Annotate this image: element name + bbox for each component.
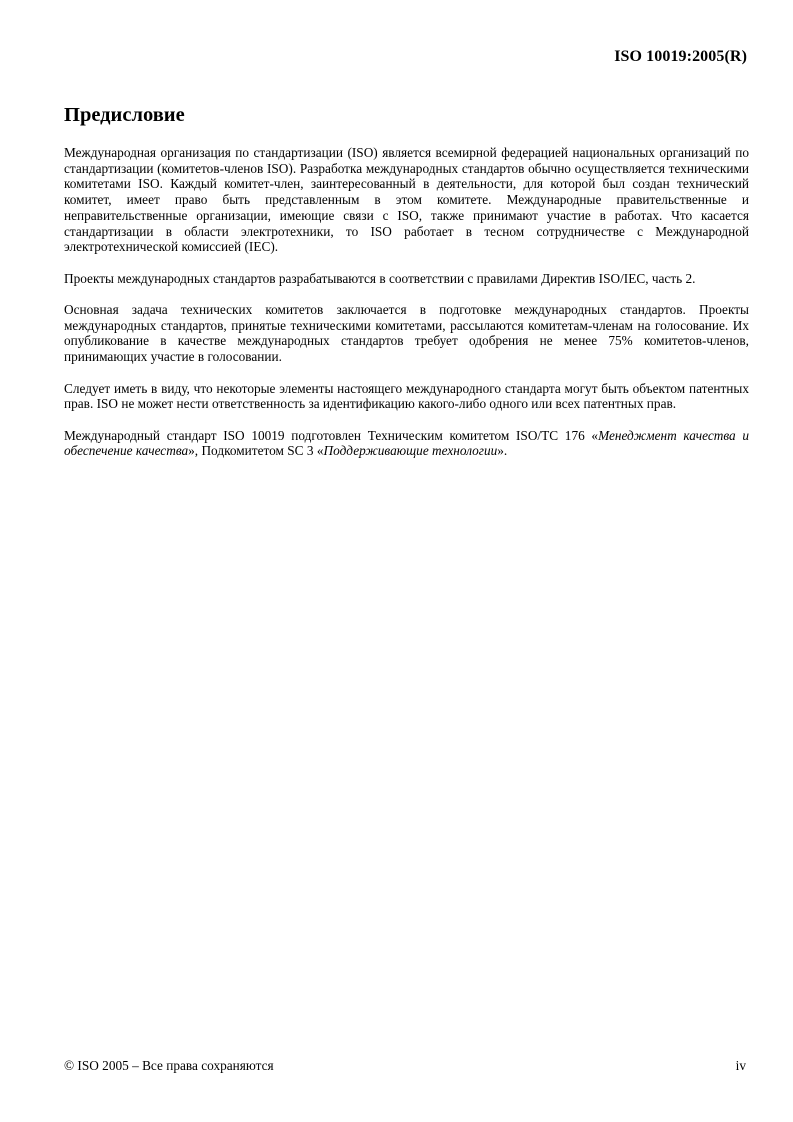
- page-title: Предисловие: [64, 104, 185, 126]
- prepared-by-text-3: ».: [497, 443, 508, 459]
- document-id: ISO 10019:2005(R): [614, 48, 747, 65]
- paragraph-directives: Проекты международных стандартов разрабатываются в соответствии с правилами Директив ISO/IEC, часть 2.: [64, 270, 696, 286]
- subcommittee-title: Поддерживающие технологии: [323, 443, 498, 459]
- paragraph-prepared-by: [64, 428, 749, 459]
- page-number: iv: [735, 1058, 746, 1073]
- paragraph-iso-organization: Международная организация по стандартизации (ISO) является всемирной федерацией национальных организаций по стандартизации (комитетов-членов ISO). Разработка международных стандартов обычно осуществляется техническими комитетами ISO. Каждый комитет-член, заинтересованный в деятельности, для которой был создан технический комитет, имеет право быть представленным в этом комитете. Международные правительственные и неправительственные организации, имеющие связи с ISO, также принимают участие в работах. Что касается стандартизации в области электротехники, то ISO работает в тесном сотрудничестве с Международной электротехнической комиссией (IEC).: [64, 145, 749, 255]
- paragraph-patent-rights: Следует иметь в виду, что некоторые элементы настоящего международного стандарта могут быть объектом патентных прав. ISO не может нести ответственность за идентификацию какого-либо одного или всех патентных прав.: [64, 380, 749, 412]
- prepared-by-text-2: », Подкомитетом SC 3 «: [188, 443, 324, 459]
- footer-copyright: © ISO 2005 – Все права сохраняются: [64, 1058, 274, 1073]
- committee-title: Менеджмент качества и обеспечение качества: [64, 427, 749, 459]
- paragraph-committees-task: Основная задача технических комитетов заключается в подготовке международных стандартов. Проекты международных стандартов, принятые техническими комитетами, рассылаются комитетам-членам на голосование. Их опубликование в качестве международных стандартов требует одобрения не менее 75% комитетов-членов, принимающих участие в голосовании.: [64, 302, 749, 365]
- foreword-body: [64, 145, 749, 475]
- prepared-by-text-1: Международный стандарт ISO 10019 подготовлен Техническим комитетом ISO/TC 176 «: [64, 427, 599, 443]
